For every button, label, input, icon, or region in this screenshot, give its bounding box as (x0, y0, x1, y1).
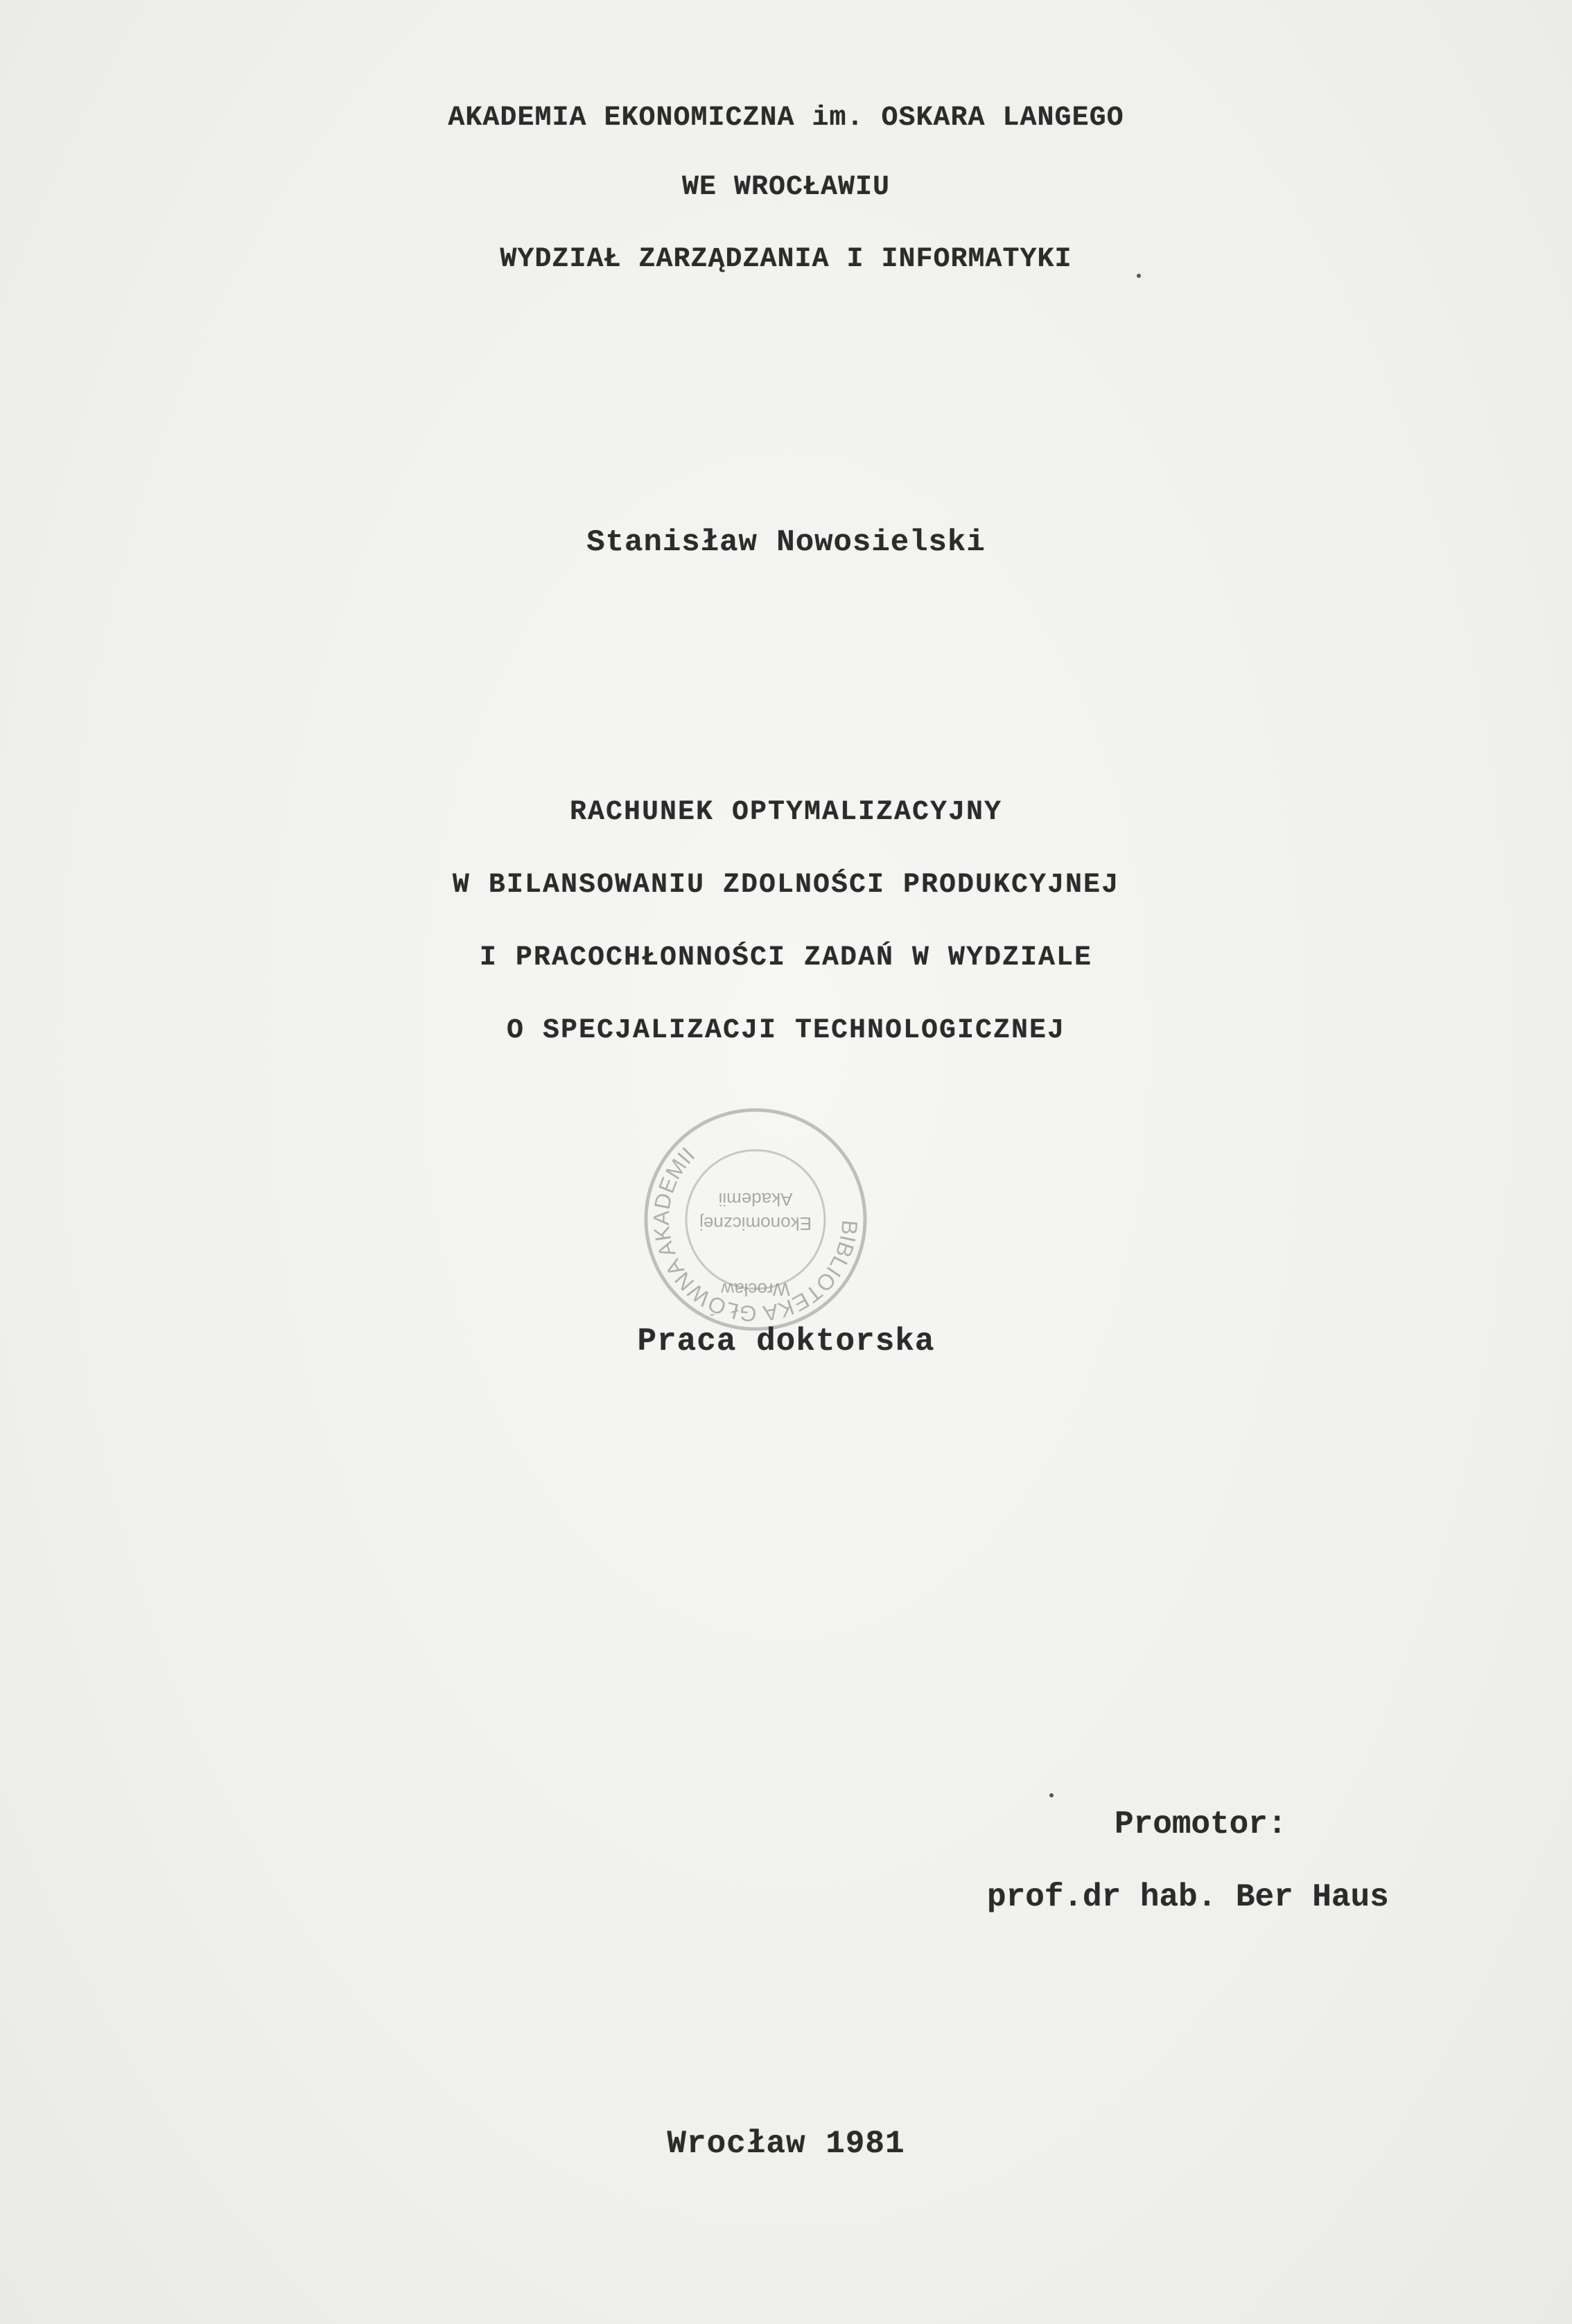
author-name: Stanisław Nowosielski (586, 525, 986, 560)
ink-speck (1049, 1793, 1054, 1797)
thesis-title-line-3: I PRACOCHŁONNOŚCI ZADAŃ W WYDZIALE (479, 942, 1093, 974)
library-stamp-center-line-1: Akademii (718, 1189, 793, 1210)
university-city: WE WROCŁAWIU (681, 172, 891, 203)
thesis-title-line-4: O SPECJALIZACJI TECHNOLOGICZNEJ (506, 1015, 1066, 1046)
university-name: AKADEMIA EKONOMICZNA im. OSKARA LANGEGO (448, 103, 1124, 134)
library-stamp-bottom-text: Wrocław (721, 1279, 790, 1300)
library-stamp-center-line-2: Ekonomicznej (699, 1213, 812, 1234)
thesis-title-line-1: RACHUNEK OPTYMALIZACYJNY (569, 797, 1003, 828)
library-stamp-ring-text: BIBLIOTEKA GŁÓWNA AKADEMII (648, 1142, 863, 1327)
promoter-label: Promotor: (1115, 1806, 1287, 1842)
ink-speck (1137, 274, 1141, 278)
library-stamp (638, 1102, 873, 1337)
promoter-name: prof.dr hab. Ber Haus (987, 1879, 1389, 1915)
thesis-title-line-2: W BILANSOWANIU ZDOLNOŚCI PRODUKCYJNEJ (452, 870, 1120, 901)
faculty-name: WYDZIAŁ ZARZĄDZANIA I INFORMATYKI (500, 244, 1072, 275)
place-and-year: Wrocław 1981 (667, 2126, 905, 2162)
document-type: Praca doktorska (637, 1323, 935, 1359)
